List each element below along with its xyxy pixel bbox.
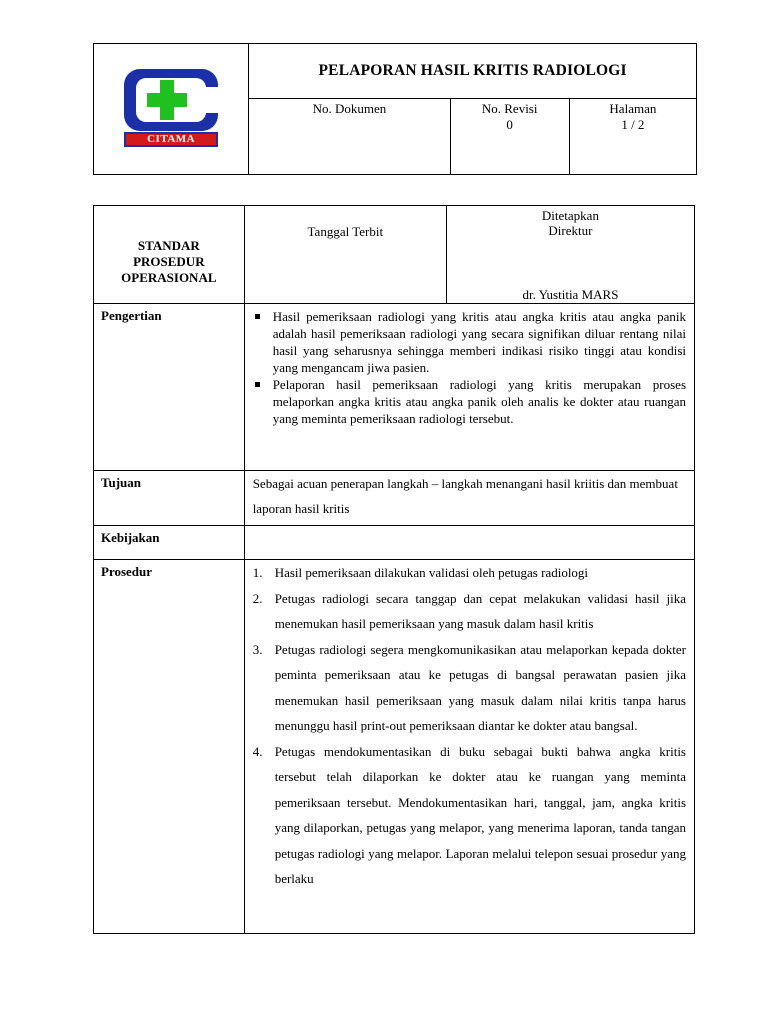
halaman-cell xyxy=(569,99,696,175)
prosedur-content xyxy=(244,560,694,934)
prosedur-label: Prosedur xyxy=(94,560,245,934)
no-revisi-value: 0 xyxy=(506,117,513,132)
list-item: 3. Petugas radiologi segera mengkomunikasikan atau melaporkan kepada dokter peminta pemeriksaan atau ke petugas di bangsal perawatan pasien jika menemukan hasil pemeriksaan yang masuk dalam nilai kritis tanpa harus menunggu hasil print-out pemeriksaan diantar ke dokter atau bangsal. xyxy=(252,641,686,733)
list-item: Hasil pemeriksaan radiologi yang kritis atau angka kritis atau angka panik adalah hasil pemeriksaan radiologi yang secara signifikan diluar rentang nilai hasil yang seharusnya sehingga memberi indikasi risiko tinggi atau kondisi yang mengancam jiwa pasien. xyxy=(253,308,686,376)
ditetapkan-label: Ditetapkan xyxy=(541,208,599,223)
halaman-label: Halaman xyxy=(609,101,657,116)
tujuan-label: Tujuan xyxy=(94,471,245,526)
document-title: PELAPORAN HASIL KRITIS RADIOLOGI xyxy=(249,44,697,99)
no-dokumen-label: No. Dokumen xyxy=(312,101,387,116)
list-item: 4. Petugas mendokumentasikan di buku sebagai bukti bahwa angka kritis tersebut telah dilaporkan ke dokter atau ke ruangan yang meminta pemeriksaan tersebut. Mendokumentasikan hari, tanggal, jam, angka kritis yang dilaporkan, petugas yang melapor, yang menerima laporan, tanda tangan petugas radiologi yang melapor. Laporan melalui telepon sesuai prosedur yang berlaku xyxy=(252,743,686,886)
list-item: Pelaporan hasil pemeriksaan radiologi yang kritis merupakan proses melaporkan angka kritis atau angka panik oleh analis ke dokter atau ruangan yang meminta pemeriksaan radiologi tersebut. xyxy=(253,376,686,427)
logo-cell xyxy=(94,44,249,175)
header-table xyxy=(93,43,697,175)
sop-table xyxy=(93,205,695,934)
no-revisi-cell xyxy=(450,99,569,175)
direktur-label: Direktur xyxy=(548,223,593,238)
kebijakan-label: Kebijakan xyxy=(94,526,245,560)
bullet-icon xyxy=(255,314,260,319)
direktur-name: dr. Yustitia MARS xyxy=(522,287,619,302)
bullet-icon xyxy=(255,382,260,387)
list-item: 2. Petugas radiologi secara tanggap dan cepat melakukan validasi hasil jika menemukan hasil pemeriksaan yang masuk dalam hasil kritis xyxy=(252,590,686,631)
halaman-value: 1 / 2 xyxy=(621,117,645,132)
tanggal-terbit-cell xyxy=(244,206,446,304)
no-revisi-label: No. Revisi xyxy=(481,101,538,116)
tujuan-content xyxy=(244,471,694,526)
list-item: 1. Hasil pemeriksaan dilakukan validasi oleh petugas radiologi xyxy=(252,565,589,580)
no-dokumen-cell xyxy=(249,99,450,175)
tanggal-terbit-label: Tanggal Terbit xyxy=(307,224,384,239)
kebijakan-content xyxy=(244,526,694,560)
tujuan-text: Sebagai acuan penerapan langkah – langkah menangani hasil kriitis dan membuat laporan hasil kritis xyxy=(252,476,678,516)
ditetapkan-cell xyxy=(446,206,694,304)
logo-text: CITAMA xyxy=(147,133,196,145)
pengertian-content xyxy=(244,304,694,471)
citama-logo xyxy=(121,69,221,149)
sop-label: STANDAR PROSEDUR OPERASIONAL xyxy=(94,206,245,304)
pengertian-label: Pengertian xyxy=(94,304,245,471)
